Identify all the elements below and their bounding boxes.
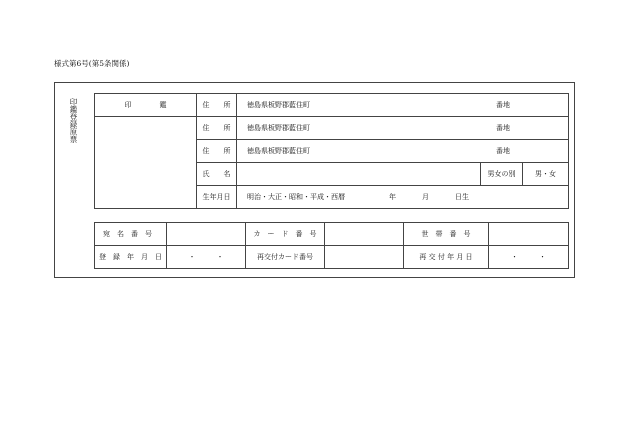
dob-label-cell: 生年月日 — [197, 186, 237, 209]
address-value-cell[interactable] — [237, 140, 569, 163]
dob-month: 月 — [422, 193, 429, 201]
registration-date-label: 登 録 年 月 日 — [95, 246, 167, 269]
recipient-number-label: 宛 名 番 号 — [95, 223, 167, 246]
address-suffix: 番地 — [496, 101, 511, 109]
seal-header-cell: 印 鑑 — [95, 94, 197, 117]
address-label-cell: 住 所 — [197, 94, 237, 117]
address-prefix: 徳島県板野郡藍住町 — [247, 124, 310, 132]
table-row — [95, 94, 569, 117]
name-label-cell: 氏 名 — [197, 163, 237, 186]
dob-day-suffix: 日生 — [455, 193, 469, 201]
card-number-value[interactable] — [325, 223, 404, 246]
household-number-value[interactable] — [489, 223, 569, 246]
table-row — [95, 246, 569, 269]
vertical-title: 印鑑登録原票 — [69, 98, 78, 143]
table-row — [95, 223, 569, 246]
reissue-card-number-value[interactable] — [325, 246, 404, 269]
form-caption: 様式第6号(第5条関係) — [54, 59, 130, 68]
address-suffix: 番地 — [496, 124, 511, 132]
name-value-cell[interactable] — [237, 163, 481, 186]
reissue-card-number-label: 再交付カード番号 — [246, 246, 325, 269]
table-row — [95, 117, 569, 140]
gender-label-cell: 男女の別 — [481, 163, 523, 186]
address-label-cell: 住 所 — [197, 117, 237, 140]
address-suffix: 番地 — [496, 147, 511, 155]
card-number-label: カ ー ド 番 号 — [246, 223, 325, 246]
household-number-label: 世 帯 番 号 — [404, 223, 489, 246]
dob-eras: 明治・大正・昭和・平成・西暦 — [247, 193, 345, 201]
address-value-cell[interactable] — [237, 117, 569, 140]
seal-stamp-area[interactable] — [95, 117, 197, 209]
registration-date-value[interactable]: ・ ・ — [167, 246, 246, 269]
dob-value-cell[interactable] — [237, 186, 569, 209]
main-registration-table — [94, 93, 569, 209]
admin-info-table — [94, 222, 569, 269]
address-prefix: 徳島県板野郡藍住町 — [247, 147, 310, 155]
gender-options-cell[interactable]: 男・女 — [523, 163, 569, 186]
reissue-date-label: 再 交 付 年 月 日 — [404, 246, 489, 269]
dob-year: 年 — [389, 193, 396, 201]
reissue-date-value[interactable]: ・ ・ — [489, 246, 569, 269]
address-label-cell: 住 所 — [197, 140, 237, 163]
recipient-number-value[interactable] — [167, 223, 246, 246]
address-value-cell[interactable] — [237, 94, 569, 117]
address-prefix: 徳島県板野郡藍住町 — [247, 101, 310, 109]
